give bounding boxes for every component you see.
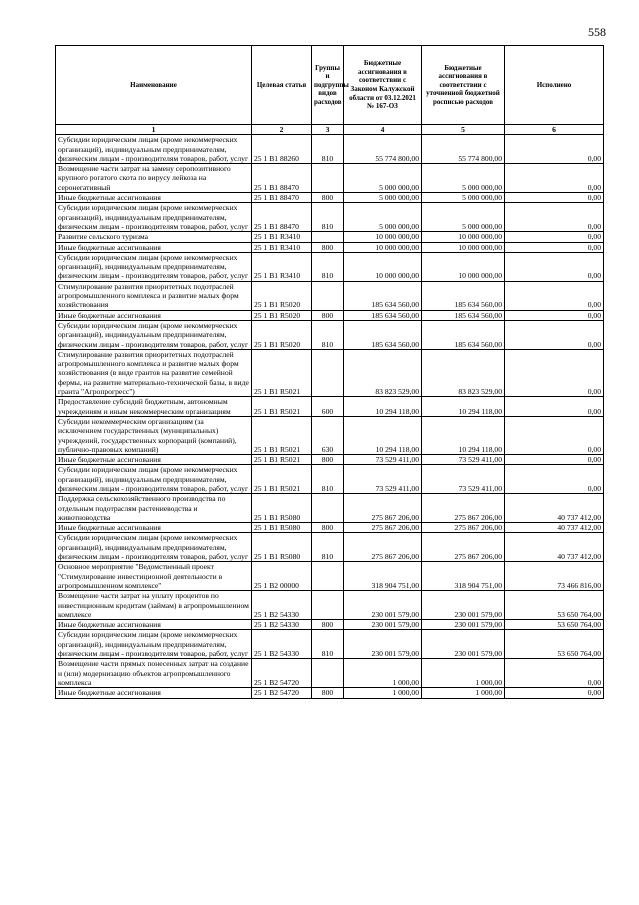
row-refined-allocation: 73 529 411,00 (422, 455, 505, 465)
column-number: 2 (252, 125, 312, 135)
row-executed: 0,00 (505, 281, 604, 310)
table-row (56, 455, 604, 465)
row-expense-group: 800 (312, 620, 344, 630)
column-number: 5 (422, 125, 505, 135)
row-name: Возмещение части затрат на уплату процентов по инвестиционным кредитам (займам) в агропромышленном комплексе (56, 591, 252, 620)
table-row (56, 630, 604, 659)
row-executed: 73 466 816,00 (505, 562, 604, 591)
row-name: Иные бюджетные ассигнования (56, 620, 252, 630)
table-row (56, 591, 604, 620)
row-expense-group: 600 (312, 397, 344, 417)
row-executed: 0,00 (505, 193, 604, 203)
row-expense-group: 810 (312, 465, 344, 494)
row-target-article: 25 1 B2 54330 (252, 591, 312, 620)
row-expense-group: 800 (312, 523, 344, 533)
row-refined-allocation: 185 634 560,00 (422, 320, 505, 349)
row-refined-allocation: 275 867 206,00 (422, 523, 505, 533)
row-refined-allocation: 5 000 000,00 (422, 193, 505, 203)
row-target-article: 25 1 B1 R5021 (252, 416, 312, 454)
row-executed: 0,00 (505, 164, 604, 193)
row-target-article: 25 1 B1 R5020 (252, 310, 312, 320)
row-name: Иные бюджетные ассигнования (56, 310, 252, 320)
row-executed: 0,00 (505, 688, 604, 698)
row-name: Иные бюджетные ассигнования (56, 242, 252, 252)
row-refined-allocation: 5 000 000,00 (422, 164, 505, 193)
table-row (56, 494, 604, 523)
row-executed: 0,00 (505, 455, 604, 465)
table-row (56, 310, 604, 320)
row-law-allocation: 1 000,00 (344, 688, 422, 698)
row-name: Иные бюджетные ассигнования (56, 455, 252, 465)
row-name: Субсидии некоммерческим организациям (за исключением государственных (муниципальных) учреждений, государственных корпораций (компаний), публично-правовых компаний) (56, 416, 252, 454)
table-row (56, 349, 604, 396)
row-target-article: 25 1 B1 R5080 (252, 533, 312, 562)
row-refined-allocation: 10 000 000,00 (422, 242, 505, 252)
table-row (56, 252, 604, 281)
row-name: Субсидии юридическим лицам (кроме некоммерческих организаций), индивидуальным предпринимателям, физическим лицам - производителям товаров, работ, услуг (56, 465, 252, 494)
row-target-article: 25 1 B1 88260 (252, 135, 312, 164)
row-expense-group: 800 (312, 193, 344, 203)
row-executed: 53 650 764,00 (505, 620, 604, 630)
row-refined-allocation: 318 904 751,00 (422, 562, 505, 591)
row-refined-allocation: 185 634 560,00 (422, 281, 505, 310)
table-row (56, 203, 604, 232)
table-row (56, 242, 604, 252)
row-law-allocation: 275 867 206,00 (344, 533, 422, 562)
row-executed: 0,00 (505, 242, 604, 252)
table-row (56, 397, 604, 417)
row-executed: 40 737 412,00 (505, 523, 604, 533)
row-expense-group: 810 (312, 533, 344, 562)
row-executed: 0,00 (505, 320, 604, 349)
header-target-article: Целевая статья (252, 46, 312, 125)
column-number: 1 (56, 125, 252, 135)
row-target-article: 25 1 B1 R3410 (252, 252, 312, 281)
header-name: Наименование (56, 46, 252, 125)
row-target-article: 25 1 B2 54330 (252, 620, 312, 630)
row-expense-group: 800 (312, 310, 344, 320)
row-executed: 0,00 (505, 397, 604, 417)
row-target-article: 25 1 B1 88470 (252, 164, 312, 193)
row-expense-group (312, 349, 344, 396)
row-law-allocation: 10 000 000,00 (344, 252, 422, 281)
row-name: Субсидии юридическим лицам (кроме некоммерческих организаций), индивидуальным предпринимателям, физическим лицам - производителям товаров, работ, услуг (56, 320, 252, 349)
table-row (56, 232, 604, 242)
row-expense-group: 810 (312, 135, 344, 164)
row-expense-group (312, 164, 344, 193)
row-executed: 0,00 (505, 203, 604, 232)
row-law-allocation: 185 634 560,00 (344, 281, 422, 310)
table-row (56, 416, 604, 454)
table-row (56, 164, 604, 193)
row-expense-group (312, 562, 344, 591)
row-name: Субсидии юридическим лицам (кроме некоммерческих организаций), индивидуальным предпринимателям, физическим лицам - производителям товаров, работ, услуг (56, 533, 252, 562)
header-executed: Исполнено (505, 46, 604, 125)
column-number: 4 (344, 125, 422, 135)
row-refined-allocation: 1 000,00 (422, 659, 505, 688)
row-expense-group: 810 (312, 320, 344, 349)
row-law-allocation: 73 529 411,00 (344, 465, 422, 494)
row-refined-allocation: 275 867 206,00 (422, 494, 505, 523)
column-number: 6 (505, 125, 604, 135)
column-number-row (56, 125, 604, 135)
row-target-article: 25 1 B1 R3410 (252, 242, 312, 252)
row-target-article: 25 1 B1 R5021 (252, 455, 312, 465)
row-refined-allocation: 275 867 206,00 (422, 533, 505, 562)
table-row (56, 659, 604, 688)
row-name: Субсидии юридическим лицам (кроме некоммерческих организаций), индивидуальным предпринимателям, физическим лицам - производителям товаров, работ, услуг (56, 135, 252, 164)
table-row (56, 688, 604, 698)
row-target-article: 25 1 B2 00000 (252, 562, 312, 591)
row-expense-group: 810 (312, 630, 344, 659)
header-law-allocations: Бюджетные ассигнования в соответствии с Законом Калужской области от 03.12.2021 № 167-ОЗ (344, 46, 422, 125)
table-row (56, 320, 604, 349)
row-target-article: 25 1 B1 R5021 (252, 397, 312, 417)
row-law-allocation: 5 000 000,00 (344, 164, 422, 193)
row-law-allocation: 230 001 579,00 (344, 620, 422, 630)
row-law-allocation: 73 529 411,00 (344, 455, 422, 465)
row-name: Субсидии юридическим лицам (кроме некоммерческих организаций), индивидуальным предпринимателям, физическим лицам - производителям товаров, работ, услуг (56, 203, 252, 232)
row-law-allocation: 83 823 529,00 (344, 349, 422, 396)
table-header-row (56, 46, 604, 125)
row-executed: 40 737 412,00 (505, 533, 604, 562)
row-target-article: 25 1 B2 54720 (252, 659, 312, 688)
row-law-allocation: 318 904 751,00 (344, 562, 422, 591)
row-law-allocation: 185 634 560,00 (344, 320, 422, 349)
row-name: Стимулирование развития приоритетных подотраслей агропромышленного комплекса и развитие малых форм хозяйствования (56, 281, 252, 310)
row-expense-group: 800 (312, 455, 344, 465)
row-refined-allocation: 1 000,00 (422, 688, 505, 698)
table-row (56, 562, 604, 591)
row-refined-allocation: 10 294 118,00 (422, 416, 505, 454)
row-refined-allocation: 185 634 560,00 (422, 310, 505, 320)
row-expense-group (312, 232, 344, 242)
row-target-article: 25 1 B1 R5080 (252, 523, 312, 533)
row-name: Предоставление субсидий бюджетным, автономным учреждениям и иным некоммерческим организациям (56, 397, 252, 417)
row-name: Поддержка сельскохозяйственного производства по отдельным подотраслям растениеводства и животноводства (56, 494, 252, 523)
row-name: Иные бюджетные ассигнования (56, 523, 252, 533)
page-number: 558 (588, 25, 606, 39)
row-law-allocation: 10 294 118,00 (344, 416, 422, 454)
row-law-allocation: 10 000 000,00 (344, 232, 422, 242)
row-expense-group (312, 281, 344, 310)
row-expense-group: 630 (312, 416, 344, 454)
table-row (56, 135, 604, 164)
row-refined-allocation: 10 000 000,00 (422, 232, 505, 242)
row-executed: 53 650 764,00 (505, 630, 604, 659)
row-name: Стимулирование развития приоритетных подотраслей агропромышленного комплекса и развитие малых форм хозяйствования (в виде грантов на развитие семейной фермы, на развитие материально-технической базы, в виде гранта "Агропрогресс") (56, 349, 252, 396)
row-law-allocation: 10 294 118,00 (344, 397, 422, 417)
row-target-article: 25 1 B2 54330 (252, 630, 312, 659)
row-executed: 0,00 (505, 135, 604, 164)
row-executed: 0,00 (505, 465, 604, 494)
row-refined-allocation: 230 001 579,00 (422, 591, 505, 620)
row-target-article: 25 1 B1 R5020 (252, 281, 312, 310)
table-row (56, 523, 604, 533)
row-executed: 0,00 (505, 310, 604, 320)
row-law-allocation: 1 000,00 (344, 659, 422, 688)
table-row (56, 281, 604, 310)
row-executed: 0,00 (505, 416, 604, 454)
row-name: Субсидии юридическим лицам (кроме некоммерческих организаций), индивидуальным предпринимателям, физическим лицам - производителям товаров, работ, услуг (56, 630, 252, 659)
row-refined-allocation: 73 529 411,00 (422, 465, 505, 494)
column-number: 3 (312, 125, 344, 135)
row-name: Субсидии юридическим лицам (кроме некоммерческих организаций), индивидуальным предпринимателям, физическим лицам - производителям товаров, работ, услуг (56, 252, 252, 281)
row-executed: 0,00 (505, 349, 604, 396)
table-row (56, 193, 604, 203)
row-target-article: 25 1 B1 R5021 (252, 349, 312, 396)
row-name: Иные бюджетные ассигнования (56, 193, 252, 203)
row-law-allocation: 275 867 206,00 (344, 494, 422, 523)
row-law-allocation: 10 000 000,00 (344, 242, 422, 252)
row-law-allocation: 185 634 560,00 (344, 310, 422, 320)
row-law-allocation: 5 000 000,00 (344, 193, 422, 203)
row-executed: 0,00 (505, 252, 604, 281)
row-expense-group (312, 591, 344, 620)
row-target-article: 25 1 B1 R3410 (252, 232, 312, 242)
row-expense-group: 810 (312, 203, 344, 232)
row-refined-allocation: 10 294 118,00 (422, 397, 505, 417)
row-refined-allocation: 55 774 800,00 (422, 135, 505, 164)
row-law-allocation: 275 867 206,00 (344, 523, 422, 533)
row-name: Основное мероприятие "Ведомственный проект "Стимулирование инвестиционной деятельности в агропромышленном комплексе" (56, 562, 252, 591)
table-row (56, 620, 604, 630)
row-expense-group: 800 (312, 242, 344, 252)
table-row (56, 533, 604, 562)
row-target-article: 25 1 B1 R5021 (252, 465, 312, 494)
row-expense-group (312, 494, 344, 523)
row-refined-allocation: 5 000 000,00 (422, 203, 505, 232)
row-executed: 0,00 (505, 659, 604, 688)
row-refined-allocation: 83 823 529,00 (422, 349, 505, 396)
row-refined-allocation: 230 001 579,00 (422, 630, 505, 659)
row-target-article: 25 1 B1 88470 (252, 193, 312, 203)
row-target-article: 25 1 B1 R5020 (252, 320, 312, 349)
row-law-allocation: 5 000 000,00 (344, 203, 422, 232)
row-executed: 0,00 (505, 232, 604, 242)
header-refined-allocations: Бюджетные ассигнования в соответствии с уточненной бюджетной росписью расходов (422, 46, 505, 125)
row-law-allocation: 55 774 800,00 (344, 135, 422, 164)
row-name: Возмещение части затрат на замену серопозитивного крупного рогатого скота по вирусу лейкоза на серонегативный (56, 164, 252, 193)
row-name: Иные бюджетные ассигнования (56, 688, 252, 698)
header-expense-groups: Группы и подгруппы видов расходов (312, 46, 344, 125)
row-executed: 40 737 412,00 (505, 494, 604, 523)
table-row (56, 465, 604, 494)
row-law-allocation: 230 001 579,00 (344, 630, 422, 659)
row-expense-group (312, 659, 344, 688)
row-expense-group: 810 (312, 252, 344, 281)
row-target-article: 25 1 B2 54720 (252, 688, 312, 698)
row-expense-group: 800 (312, 688, 344, 698)
row-target-article: 25 1 B1 88470 (252, 203, 312, 232)
row-refined-allocation: 10 000 000,00 (422, 252, 505, 281)
budget-table (55, 45, 604, 699)
row-name: Возмещение части прямых понесенных затрат на создание и (или) модернизацию объектов агропромышленного комплекса (56, 659, 252, 688)
row-executed: 53 650 764,00 (505, 591, 604, 620)
row-name: Развитие сельского туризма (56, 232, 252, 242)
table-body (56, 135, 604, 698)
row-law-allocation: 230 001 579,00 (344, 591, 422, 620)
row-target-article: 25 1 B1 R5080 (252, 494, 312, 523)
row-refined-allocation: 230 001 579,00 (422, 620, 505, 630)
